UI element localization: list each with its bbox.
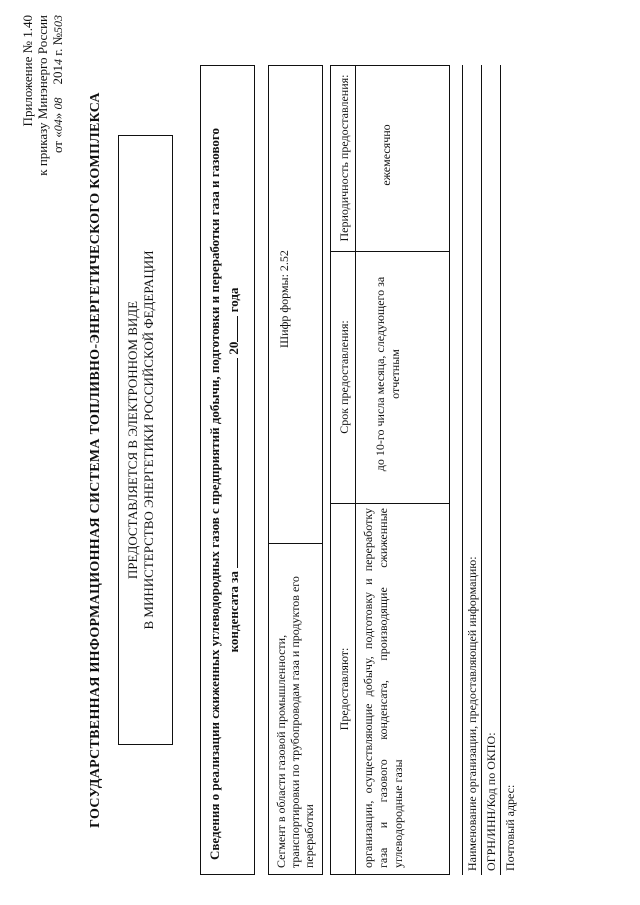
electronic-submission-banner (118, 135, 173, 745)
period-blank (225, 358, 238, 568)
banner-line-1: ПРЕДОСТАВЛЯЕТСЯ В ЭЛЕКТРОННОМ ВИДЕ (125, 300, 140, 580)
main-title: ГОСУДАРСТВЕННАЯ ИНФОРМАЦИОННАЯ СИСТЕМА ТОПЛИВНО-ЭНЕРГЕТИЧЕСКОГО КОМПЛЕКСА (88, 92, 103, 828)
providers-text: организации, осуществляющие добычу, подготовку и переработку газа и газового конденсата, производящие сжиженные углеводородные газы (361, 508, 405, 868)
org-name-field[interactable]: Наименование организации, предоставляющей информацию: (463, 65, 482, 875)
form-code: Шифр формы: 2.52 (277, 250, 291, 348)
annex-number: Приложение № 1.40 (20, 15, 35, 127)
report-title-box (200, 65, 255, 875)
annex-order-number: 503 (51, 15, 65, 33)
segment-divider (269, 543, 322, 544)
column-divider-1 (331, 503, 449, 504)
banner-line-2: В МИНИСТЕРСТВО ЭНЕРГЕТИКИ РОССИЙСКОЙ ФЕДЕРАЦИИ (141, 250, 156, 630)
header-divider (355, 66, 356, 874)
report-title-line-2: конденсата за 20 года (226, 287, 241, 653)
report-title-line-1: Сведения о реализации сжиженных углеводородных газов с предприятий добычи, подготовки и переработки газа и газового (207, 128, 222, 860)
org-address-field[interactable]: Почтовый адрес: (503, 784, 517, 871)
header-provide: Предоставляют: (337, 647, 351, 731)
annex-date-line: от «04» 08 2014 г. №503 (50, 15, 65, 154)
header-deadline: Срок предоставления: (337, 320, 351, 434)
submission-info-table (330, 65, 450, 875)
annex-order: к приказу Минэнерго России (35, 15, 50, 176)
year-blank (225, 316, 238, 342)
annex-year-digit: 4 (51, 59, 65, 66)
period-text: ежемесячно (379, 124, 393, 186)
segment-text: Сегмент в области газовой промышленности, транспортировки по трубопроводам газа и продуктов его переработки (274, 576, 316, 868)
annex-reference (20, 15, 66, 225)
org-ogrn-field[interactable]: ОГРН/ИНН/Код по ОКПО: (482, 65, 501, 875)
segment-row (268, 65, 323, 875)
header-period: Периодичность предоставления: (337, 74, 351, 242)
annex-day: 04 (51, 119, 65, 132)
annex-month: 08 (51, 97, 65, 110)
deadline-text: до 10-го числа месяца, следующего за отчетным (373, 276, 402, 472)
organization-fields (462, 65, 522, 875)
column-divider-2 (331, 251, 449, 252)
